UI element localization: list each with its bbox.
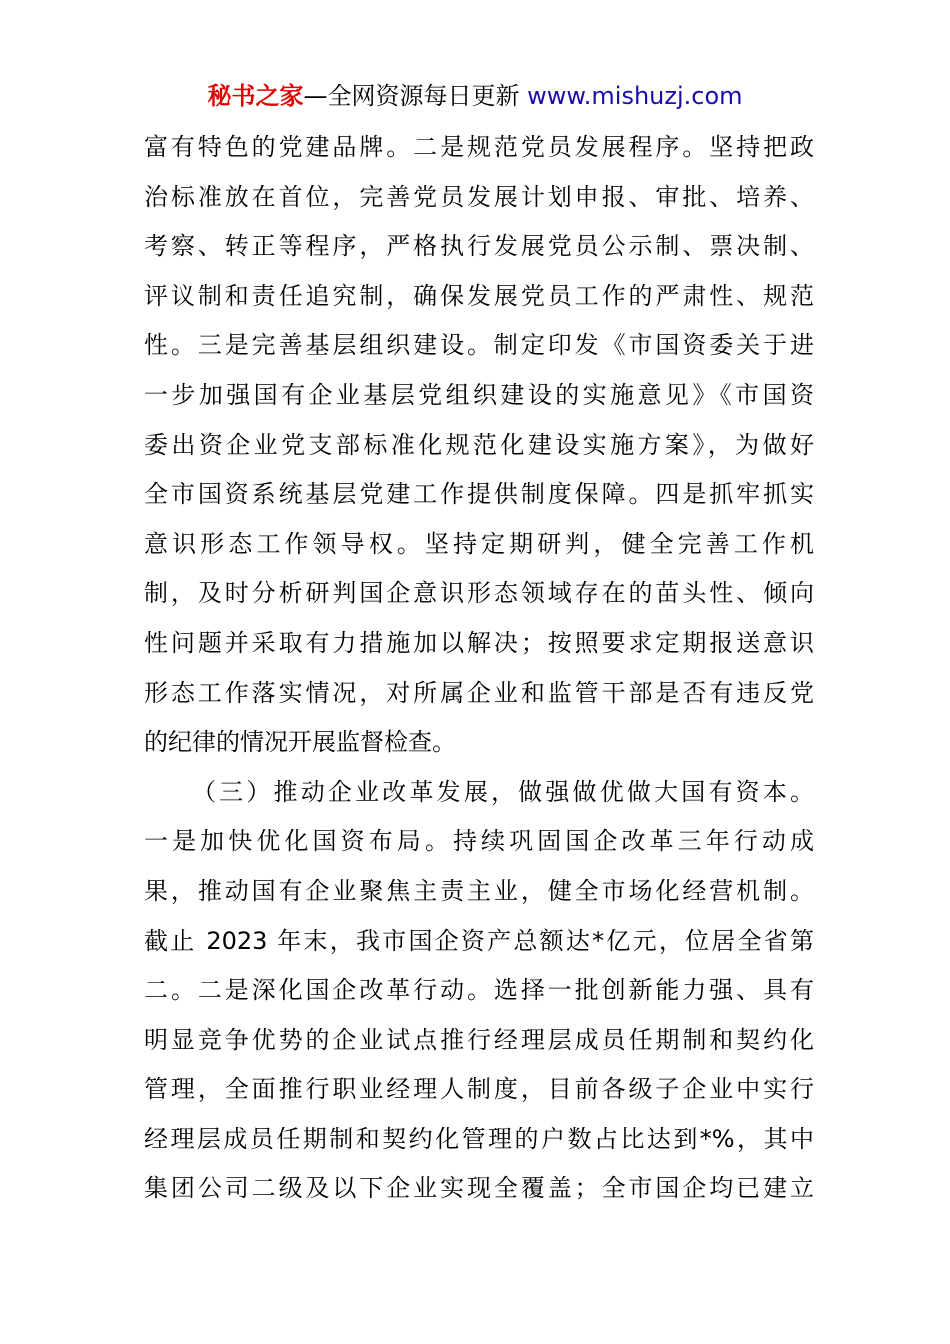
section-heading-line: （三）推动企业改革发展，做强做优做大国有资本。 <box>192 777 814 806</box>
text-line: 性问题并采取有力措施加以解决；按照要求定期报送意识 <box>144 628 814 657</box>
paragraph-enterprise-reform <box>144 768 814 1214</box>
text-line: 制，及时分析研判国企意识形态领域存在的苗头性、倾向 <box>144 579 814 608</box>
text-line: 性。三是完善基层组织建设。制定印发《市国资委关于进 <box>144 331 814 360</box>
text-line: 经理层成员任期制和契约化管理的户数占比达到*%，其中 <box>144 1124 814 1153</box>
text-line: 意识形态工作领导权。坚持定期研判，健全完善工作机 <box>144 529 814 558</box>
text-line: 富有特色的党建品牌。二是规范党员发展程序。坚持把政 <box>144 133 814 161</box>
text-line: 委出资企业党支部标准化规范化建设实施方案》，为做好 <box>144 430 814 459</box>
text-line: 集团公司二级及以下企业实现全覆盖；全市国企均已建立 <box>144 1174 814 1203</box>
text-line: 截止 2023 年末，我市国企资产总额达*亿元，位居全省第 <box>144 926 814 955</box>
text-line: 的纪律的情况开展监督检查。 <box>144 728 456 757</box>
text-line: 二。二是深化国企改革行动。选择一批创新能力强、具有 <box>144 976 814 1005</box>
site-url-link[interactable]: www.mishuzj.com <box>527 82 743 110</box>
text-line: 治标准放在首位，完善党员发展计划申报、审批、培养、 <box>144 182 814 211</box>
text-line: 明显竞争优势的企业试点推行经理层成员任期制和契约化 <box>144 1025 814 1054</box>
text-line: 形态工作落实情况，对所属企业和监管干部是否有违反党 <box>144 678 814 707</box>
text-line: 全市国资系统基层党建工作提供制度保障。四是抓牢抓实 <box>144 480 814 509</box>
site-header <box>0 80 950 112</box>
text-line: 一步加强国有企业基层党组织建设的实施意见》《市国资 <box>144 380 814 409</box>
text-line: 考察、转正等程序，严格执行发展党员公示制、票决制、 <box>144 232 814 261</box>
paragraph-party-building <box>144 123 814 768</box>
site-tagline: —全网资源每日更新 <box>303 82 528 110</box>
document-body <box>144 123 814 1214</box>
text-line: 一是加快优化国资布局。持续巩固国企改革三年行动成 <box>144 827 814 856</box>
text-line: 评议制和责任追究制，确保发展党员工作的严肃性、规范 <box>144 281 814 310</box>
site-brand: 秘书之家 <box>207 82 304 110</box>
text-line: 果，推动国有企业聚焦主责主业，健全市场化经营机制。 <box>144 876 814 905</box>
text-line: 管理，全面推行职业经理人制度，目前各级子企业中实行 <box>144 1075 814 1104</box>
